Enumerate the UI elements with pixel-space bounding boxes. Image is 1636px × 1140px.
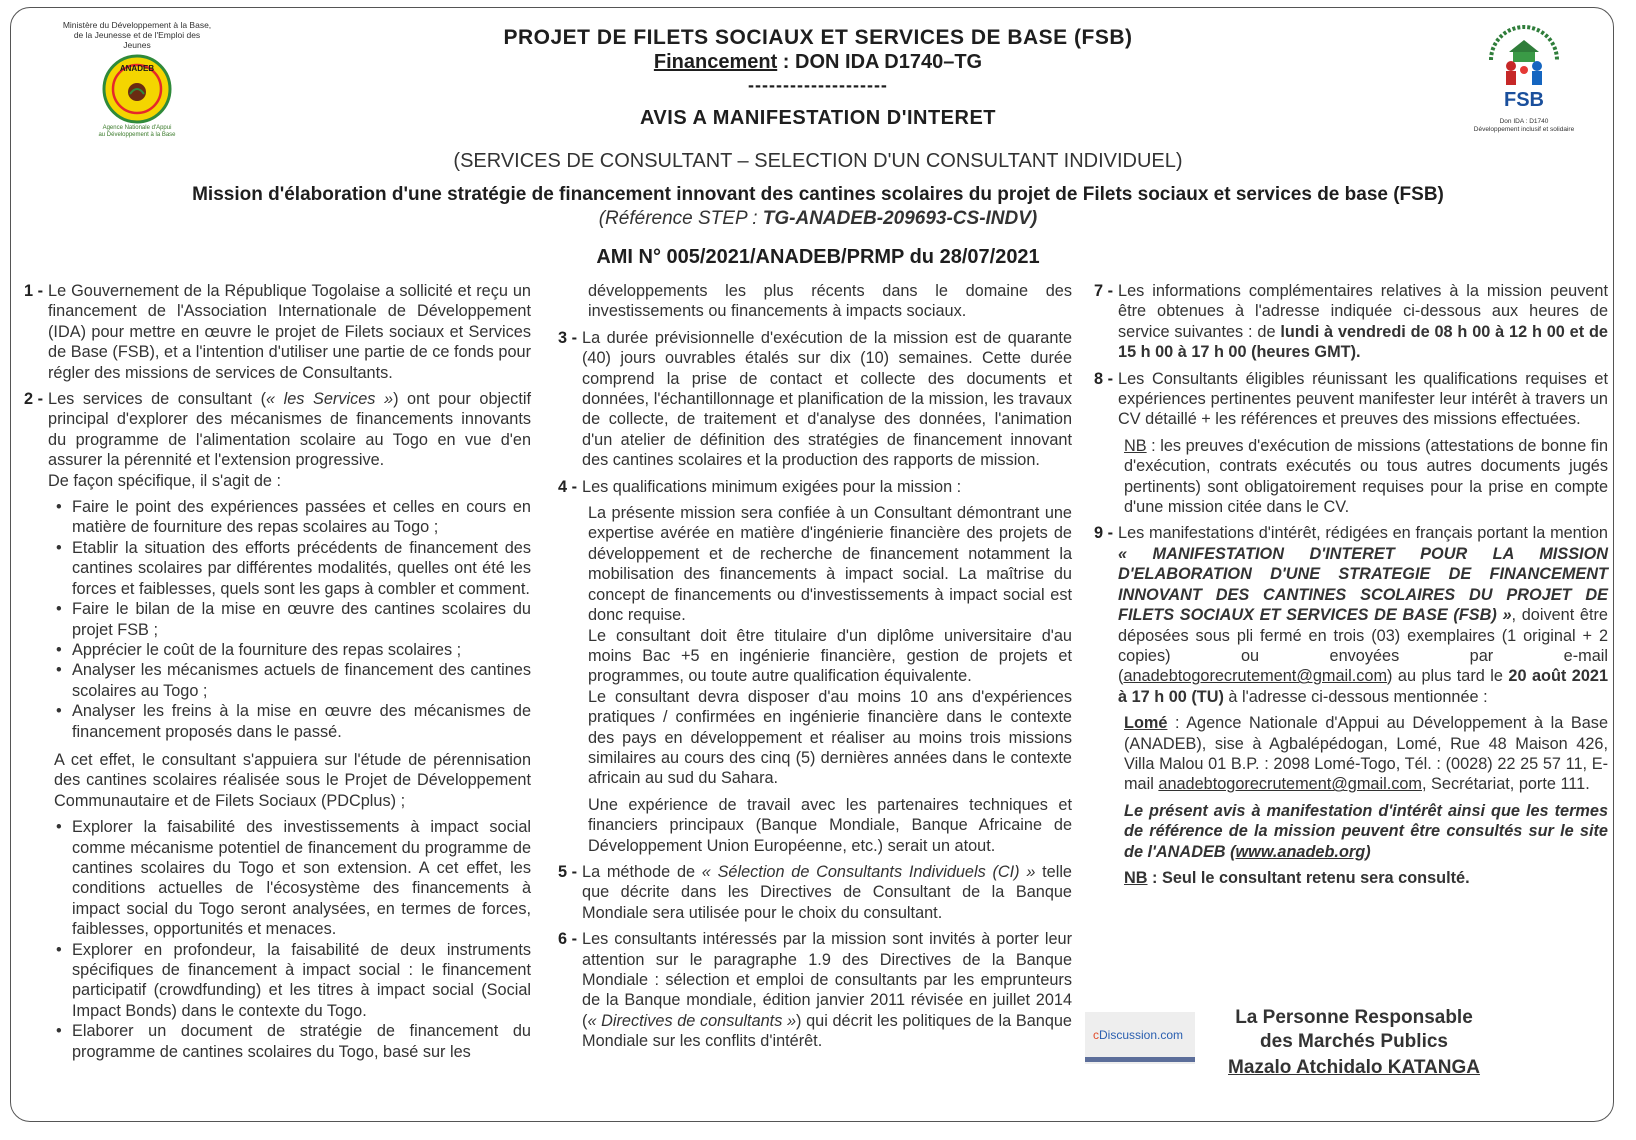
column-1 [24, 281, 531, 1070]
financing-line [0, 51, 1636, 74]
p7-text: Les informations complémentaires relatives à la mission peuvent être obtenues à l'adresse indiquée ci-dessous aux heures de service suivantes : de [1118, 282, 1608, 341]
bullet-continuation: développements les plus récents dans le domaine des investissements ou financements à impacts sociaux. [588, 282, 1072, 321]
ref-code: TG-ANADEB-209693-CS-INDV) [762, 208, 1038, 229]
paragraph-number: 9 - [1094, 524, 1114, 543]
financing-label: Financement [653, 51, 778, 73]
lome-label: Lomé [1124, 714, 1168, 733]
watermark-first: c [1093, 1028, 1099, 1042]
list-item: • Analyser les freins à la mise en œuvre des mécanismes de financement proposés dans le passé. [56, 701, 531, 742]
list-item: • Analyser les mécanismes actuels de financement des cantines scolaires au Togo ; [56, 660, 531, 701]
paragraph-9 [1094, 523, 1608, 707]
p6-text-b: ) qui décrit les politiques de la Banque Mondiale sur les conflits d'intérêt. [582, 1011, 1072, 1051]
project-title: PROJET DE FILETS SOCIAUX ET SERVICES DE BASE (FSB) [503, 26, 1133, 49]
p9-text-c: ) au plus tard le [1387, 667, 1509, 686]
watermark-bar [1085, 1057, 1195, 1062]
paragraph-4 [558, 477, 1072, 497]
watermark-badge [1085, 1012, 1195, 1064]
paragraph-number: 5 - [558, 862, 578, 881]
paragraph-text [1118, 281, 1608, 363]
signature-block [1204, 1006, 1504, 1080]
p2-emphasis: « les Services » [266, 390, 394, 409]
paragraph-number: 6 - [558, 930, 578, 949]
anadeb-name: ANADEB [119, 64, 155, 73]
watermark-rest: Discussion.com [1099, 1028, 1184, 1042]
list-item: • Elaborer un document de stratégie de financement du programme de cantines scolaires du Togo, basé sur les [56, 1021, 531, 1062]
p2-text-c: De façon spécifique, il s'agit de : [48, 471, 282, 490]
p2-text-b: ) ont pour objectif principal d'explorer des mécanismes de financements innovants du programme de l'alimentation scolaire au Togo en vue d'en assurer la pérennité et l'extension progressive. [48, 390, 531, 470]
p9-text-d: à l'adresse ci-dessous mentionnée : [1223, 687, 1488, 706]
paragraph-number: 1 - [24, 282, 44, 300]
qualification-experience: Le consultant devra disposer d'au moins 10 ans d'expériences pratiques / confirmées en ingénierie financière dans le contexte des pays en développement et réaliser au moins trois missions similaires au cours des cinq (5) dernières années dans le contexte africain au sud du Sahara. [588, 687, 1072, 788]
paragraph-text: Le Gouvernement de la République Togolaise a sollicité et reçu un financement de l'Association Internationale de Développement (IDA) pour mettre en œuvre le projet de Filets sociaux et Services de Base (FSB), et a l'intention d'utiliser une partie de ce fonds pour régler des missions de services de Consultants. [48, 282, 531, 382]
paragraph-8 [1094, 369, 1608, 430]
p6-emphasis: « Directives de consultants » [587, 1011, 797, 1030]
list-item: • Apprécier le coût de la fourniture des repas scolaires ; [56, 640, 531, 660]
nb2-text: : Seul le consultant retenu sera consulté. [1147, 868, 1470, 887]
list-item: • Etablir la situation des efforts précédents de financement des cantines scolaires par différentes modalités, quelles ont été les forces et faiblesses, quels sont les gaps à combler et comment. [56, 538, 531, 599]
pdcplus-paragraph: A cet effet, le consultant s'appuiera sur l'étude de pérennisation des cantines scolaires réalisée sous le Projet de Développement Communautaire et de Filets Sociaux (PDCplus) ; [54, 750, 531, 810]
signature-title-2: des Marchés Publics [1260, 1031, 1448, 1052]
p6-text-a: Les consultants intéressés par la mission sont invités à porter leur attention sur le paragraphe 1.9 des Directives de la Banque Mondiale : sélection et emploi de consultants par les emprunteurs de la Banque mondiale, édition janvier 2011 révisée en juillet 2014 ( [582, 930, 1072, 1030]
signature-title-1: La Personne Responsable [1235, 1007, 1473, 1028]
deadline: 20 août 2021 à 17 h 00 (TU) [1118, 667, 1608, 706]
paragraph-text: Les Consultants éligibles réunissant les qualifications requises et expériences pertinentes peuvent manifester leur intérêt à travers un CV détaillé + les références et preuves des missions effectuées. [1118, 369, 1608, 429]
office-hours: lundi à vendredi de 08 h 00 à 12 h 00 et de 15 h 00 à 17 h 00 (heures GMT). [1118, 322, 1608, 362]
objectives-list-1 [24, 497, 531, 742]
lome-text: : Agence Nationale d'Appui au Développement à la Base (ANADEB), sise à Agbalépédogan, Lomé, Rue 48 Maison 426, Villa Malou 01 B.P. : 2098 Lomé-Togo, Tél. : (0028) 22 25 57 11, E-mail [1124, 714, 1608, 794]
list-item: • Faire le point des expériences passées et celles en cours en matière de fourniture des repas scolaires au Togo ; [56, 497, 531, 538]
final-close: ) [1365, 842, 1371, 861]
nb-label: NB [1124, 436, 1147, 455]
qualification-asset: Une expérience de travail avec les partenaires techniques et financiers principaux (Banque Mondiale, Banque Africaine de Développement Union Européenne, etc.) serait un atout. [588, 795, 1072, 855]
paragraph-number: 8 - [1094, 369, 1114, 388]
email-link[interactable]: anadebtogorecrutement@gmail.com [1123, 667, 1388, 686]
paragraph-7 [1094, 281, 1608, 363]
p5-text-b: telle que décrite dans les Directives de Consultant de la Banque Mondiale sera utilisée pour le choix du consultant. [582, 862, 1072, 922]
objectives-list-2 [24, 817, 531, 1062]
nb-text: : les preuves d'exécution de missions (attestations de bonne fin d'exécution, contrats exécutés ou tous autres documents jugés pertinents) sont obligatoirement requises pour la prise en compte d'une mission citée dans le CV. [1124, 436, 1608, 517]
notice-title: AVIS A MANIFESTATION D'INTERET [639, 107, 997, 129]
paragraph-3 [558, 328, 1072, 471]
p9-text-a: Les manifestations d'intérêt, rédigées en français portant la mention [1118, 524, 1608, 543]
paragraph-2 [24, 389, 531, 491]
list-item: • Explorer en profondeur, la faisabilité de deux instruments spécifiques de financement à impact social : le financement participatif (crowdfunding) et les titres à impact social (Social Impact Bonds) dans le contexte du Togo. [56, 940, 531, 1022]
fsb-caption: Don IDA : D1740 Développement inclusif et solidaire [1473, 118, 1575, 133]
final-text: Le présent avis à manifestation d'intérêt ainsi que les termes de référence de la mission peuvent être consultés sur le site de l'ANADEB ( [1124, 801, 1608, 861]
lome-address [1094, 713, 1608, 795]
paragraph-text [582, 929, 1072, 1051]
qualification-expertise: La présente mission sera confiée à un Consultant démontrant une expertise avérée en matière d'ingénierie financière des projets de développement et de recherche de financement notamment la mobilisation des financements à impact social. La maîtrise du concept de financements ou d'investissements à impact social est donc requise. [588, 504, 1072, 625]
signatory-name: Mazalo Atchidalo KATANGA [1228, 1057, 1480, 1078]
list-item: • Faire le bilan de la mise en œuvre des cantines scolaires du projet FSB ; [56, 599, 531, 640]
column-3 [1094, 281, 1608, 888]
paragraph-text [582, 862, 1072, 923]
services-subtitle: (SERVICES DE CONSULTANT – SELECTION D'UN CONSULTANT INDIVIDUEL) [453, 150, 1183, 172]
list-item: • Explorer la faisabilité des investissements à impact social comme mécanisme potentiel de financement du programme de cantines scolaires du Togo et son extension. A cet effet, les conditions actuelles de l'écosystème des financements à impact social du Togo seront analysées, en termes de forces, faiblesses, opportunités et menaces. [56, 817, 531, 939]
nb-proofs [1094, 436, 1608, 518]
paragraph-text [48, 389, 531, 491]
paragraph-5 [558, 862, 1072, 923]
paragraph-number: 3 - [558, 328, 578, 347]
address-email-link[interactable]: anadebtogorecrutement@gmail.com [1158, 775, 1422, 794]
ministry-text: Ministère du Développement à la Base, de la Jeunesse et de l'Emploi des Jeunes [62, 20, 212, 50]
mission-title: Mission d'élaboration d'une stratégie de financement innovant des cantines scolaires du projet de Filets sociaux et services de base (FSB) [192, 184, 1444, 205]
p2-text-a: Les services de consultant ( [48, 390, 266, 409]
ref-prefix: (Référence STEP : [598, 208, 763, 229]
p5-text-a: La méthode de [582, 862, 702, 881]
paragraph-1 [24, 281, 531, 383]
p5-emphasis: « Sélection de Consultants Individuels (CI) » [701, 862, 1036, 881]
paragraph-number: 7 - [1094, 282, 1114, 300]
paragraph-text: La durée prévisionnelle d'exécution de la mission est de quarante (40) jours ouvrables étalés sur dix (10) semaines. Cette durée comprend la prise de contact et collecte des documents et données, l'échantillonnage et planification de la mission, les travaux de collecte, de traitement et d'analyse des données, l'animation d'un atelier de définition des stratégies de financement innovant des cantines scolaires et la production des rapports de mission. [582, 328, 1072, 470]
lome-tail: , Secrétariat, porte 111. [1422, 775, 1590, 794]
financing-value: : DON IDA D1740–TG [777, 51, 983, 73]
final-note [1094, 801, 1608, 862]
column-2 [558, 281, 1072, 1058]
website-link[interactable]: www.anadeb.org [1235, 842, 1366, 861]
paragraph-text [1118, 523, 1608, 707]
nb2-label: NB [1124, 868, 1148, 887]
submission-mention: « MANIFESTATION D'INTERET POUR LA MISSION D'ELABORATION D'UNE STRATEGIE DE FINANCEMENT INNOVANT DES CANTINES SCOLAIRES DU PROJET DE FILETS SOCIAUX ET SERVICES DE BASE (FSB) » [1118, 544, 1608, 625]
qualification-diploma: Le consultant doit être titulaire d'un diplôme universitaire d'au moins Bac +5 en ingénierie financière, gestion de projets et programmes, ou toute autre qualification équivalente. [588, 626, 1072, 686]
watermark-text [1093, 1028, 1183, 1042]
paragraph-text: Les qualifications minimum exigées pour la mission : [582, 477, 962, 496]
separator-dashes: -------------------- [748, 75, 888, 95]
ami-number: AMI N° 005/2021/ANADEB/PRMP du 28/07/2021 [596, 246, 1040, 268]
anadeb-caption: Agence Nationale d'Appui au Développement à la Base [98, 125, 176, 138]
nb-selection [1094, 868, 1608, 888]
fsb-name: FSB [1504, 89, 1544, 111]
step-reference [0, 208, 1636, 230]
paragraph-number: 4 - [558, 477, 578, 496]
paragraph-number: 2 - [24, 390, 44, 409]
paragraph-6 [558, 929, 1072, 1051]
p9-text-b: , doivent être déposées sous pli fermé en trois (03) exemplaires (1 original + 2 copies) ou envoyées par e-mail ( [1118, 606, 1608, 686]
